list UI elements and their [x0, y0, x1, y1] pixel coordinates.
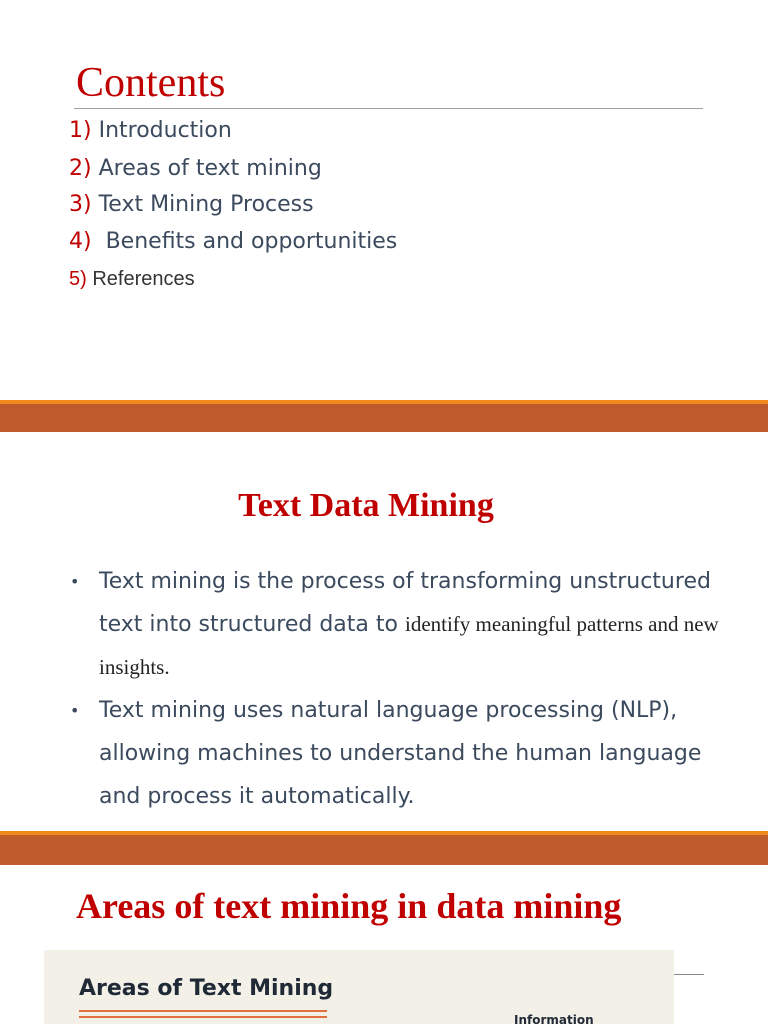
figure-underline — [79, 1010, 327, 1012]
contents-title: Contents — [76, 60, 226, 106]
title-underline — [74, 108, 703, 109]
toc-label: Benefits and opportunities — [98, 229, 398, 254]
areas-title: Areas of text mining in data mining — [76, 886, 622, 926]
toc-item-2 — [69, 156, 322, 182]
areas-figure — [44, 950, 674, 1027]
toc-item-4 — [69, 229, 397, 255]
figure-node-label: Information — [514, 1013, 594, 1027]
text-data-mining-title: Text Data Mining — [238, 487, 494, 524]
toc-item-1 — [69, 118, 232, 144]
bullet-text-part: Text mining is the process of transforming unstructured text into structured data to — [99, 569, 711, 637]
title-underline — [674, 974, 704, 975]
toc-number: 3) — [69, 192, 92, 217]
bullet-dot-icon: • — [70, 701, 80, 720]
bullet-text — [99, 560, 730, 689]
toc-number: 4) — [69, 229, 92, 254]
toc-number: 2) — [69, 156, 92, 181]
toc-label: Areas of text mining — [98, 156, 322, 181]
divider-accent-line — [0, 831, 768, 835]
figure-title: Areas of Text Mining — [79, 976, 334, 1001]
divider-accent-line — [0, 400, 768, 404]
slide-divider — [0, 400, 768, 432]
toc-item-5 — [69, 266, 195, 292]
bullet-item-2 — [70, 689, 730, 818]
bullet-text: Text mining uses natural language processing (NLP), allowing machines to understand the human language and process it automatically. — [99, 698, 702, 809]
bullet-dot-icon: • — [70, 572, 80, 591]
bullet-item-1 — [70, 560, 730, 689]
toc-number: 5) — [69, 268, 87, 290]
toc-label: References — [92, 268, 195, 290]
toc-number: 1) — [69, 118, 92, 143]
contents-slide — [0, 0, 768, 400]
figure-underline — [79, 1016, 327, 1018]
toc-item-3 — [69, 192, 314, 218]
toc-label: Introduction — [98, 118, 232, 143]
bullet-text-serif-part: identify meaningful patterns and new insights. — [99, 612, 719, 679]
slide-divider — [0, 831, 768, 865]
toc-label: Text Mining Process — [98, 192, 314, 217]
